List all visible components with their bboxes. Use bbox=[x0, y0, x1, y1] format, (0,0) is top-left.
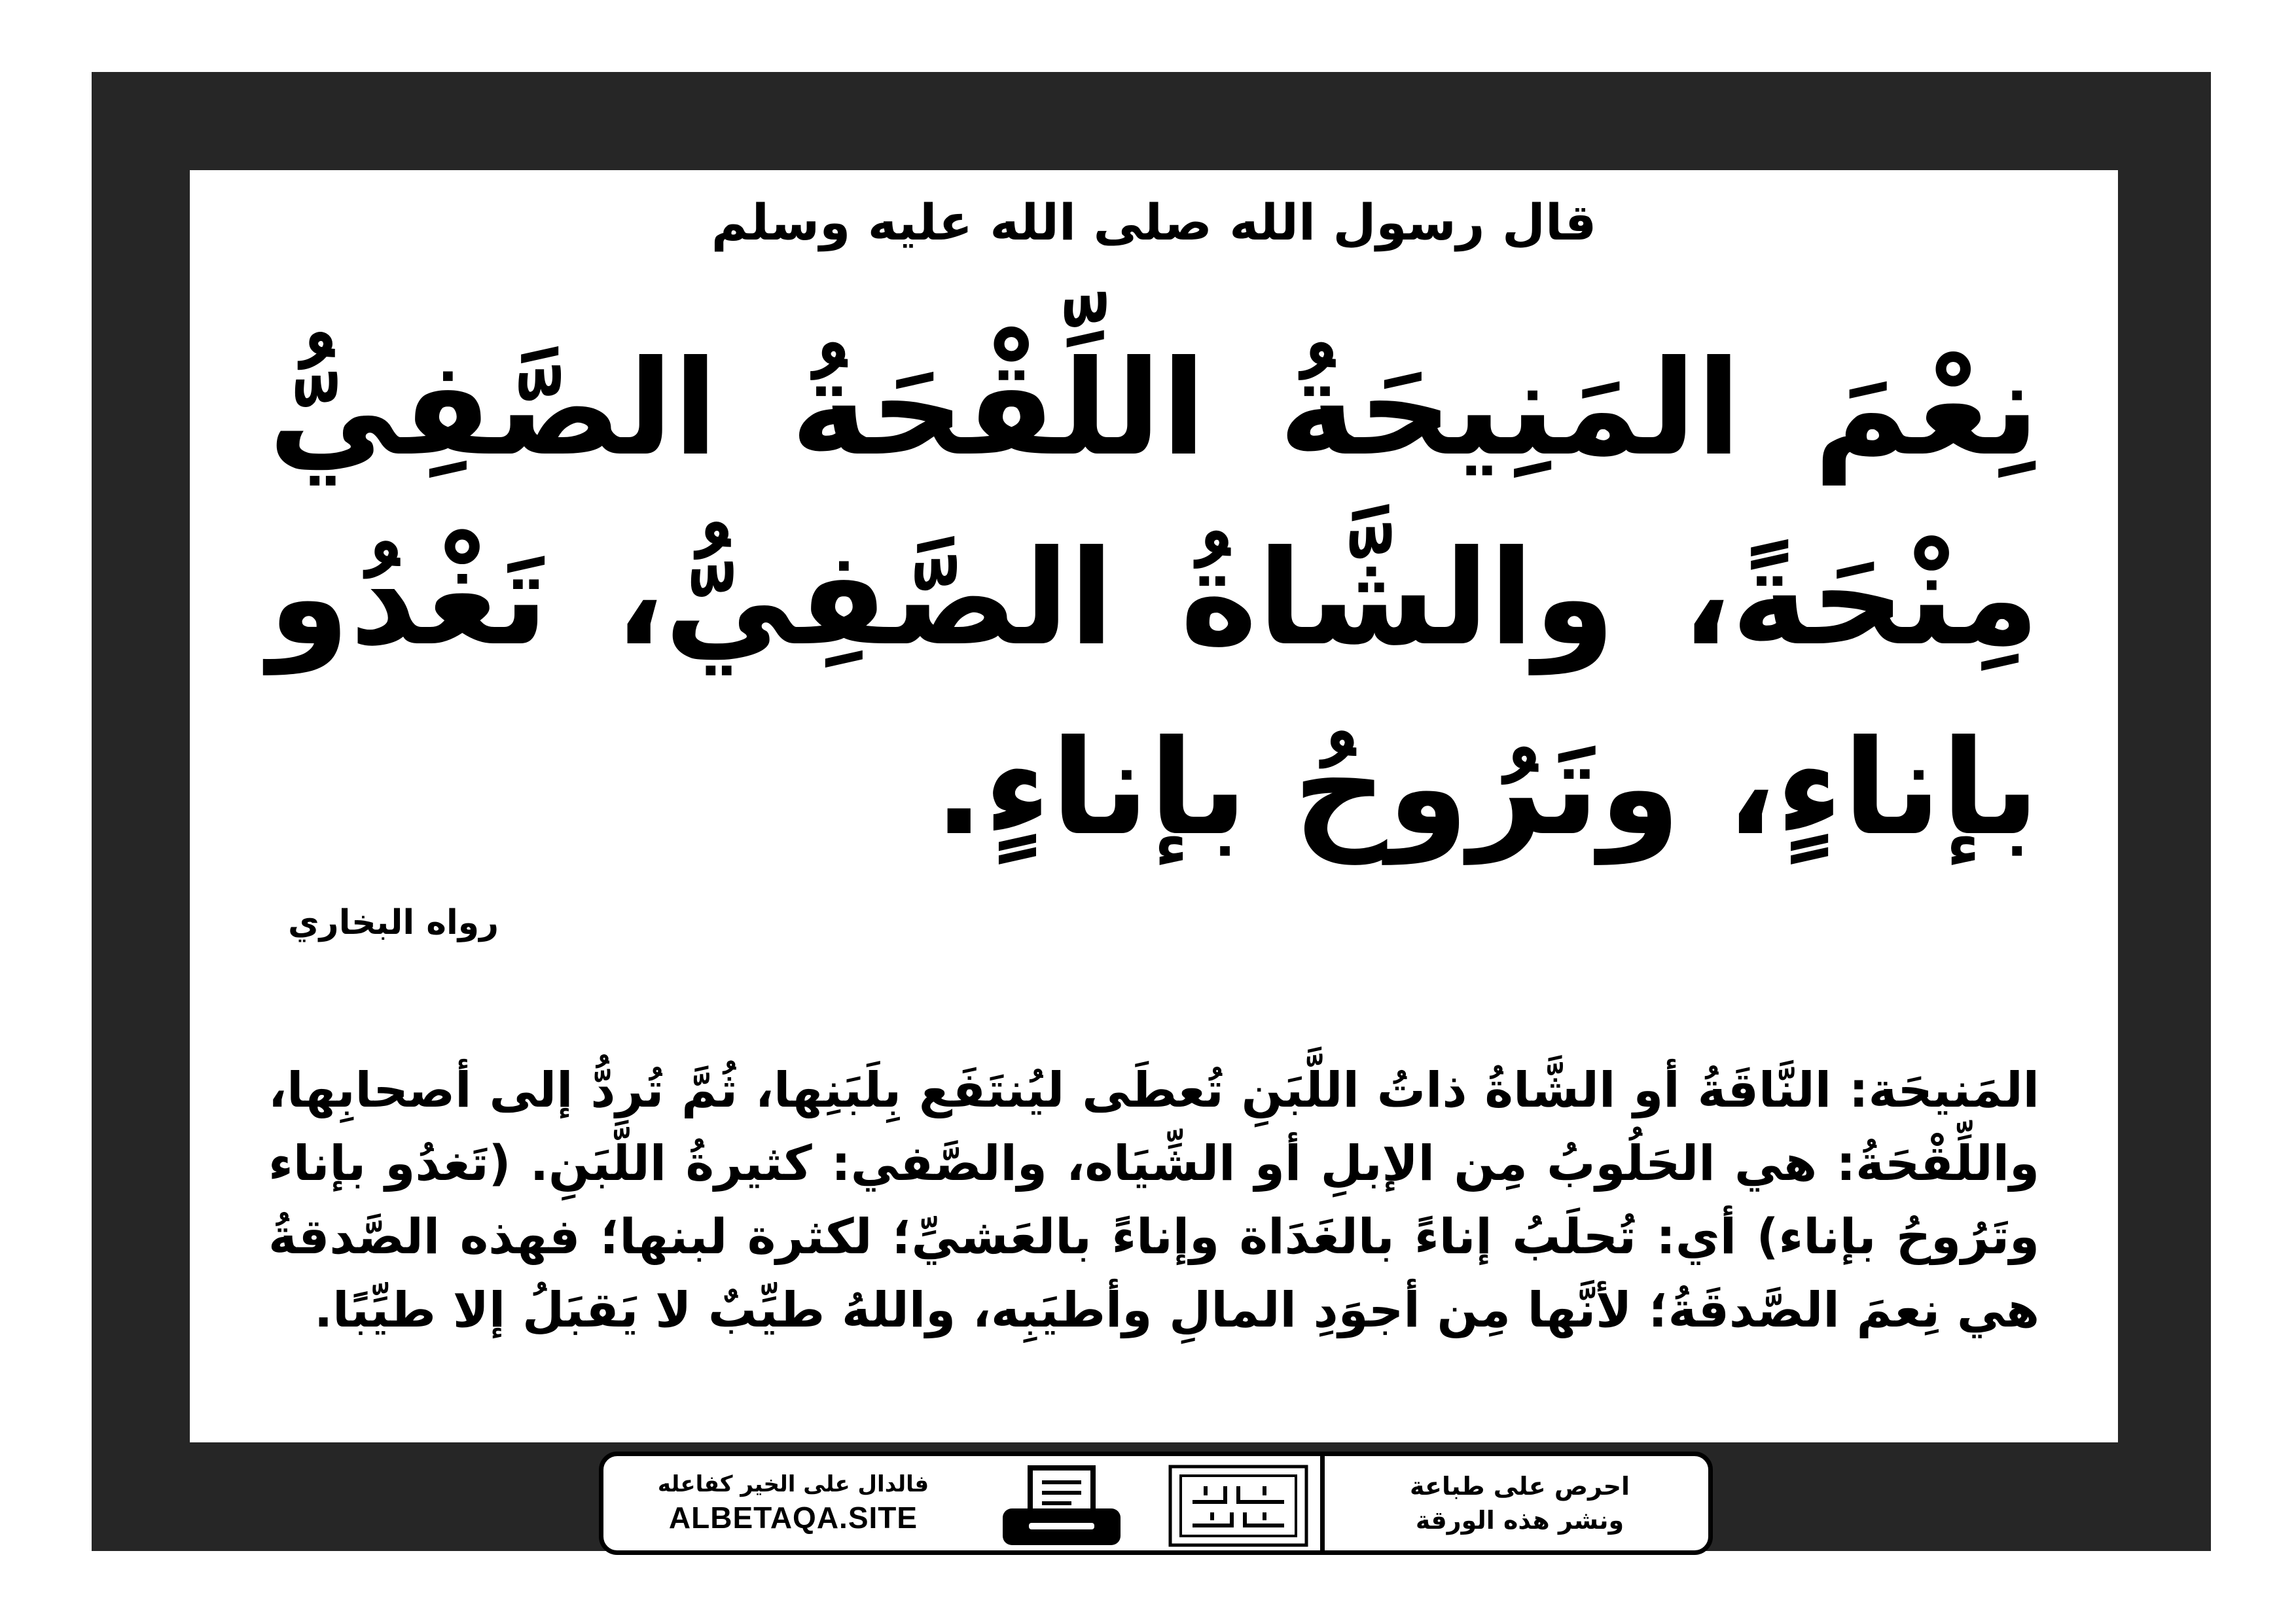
printer-icon bbox=[996, 1463, 1127, 1549]
call-line-2: ونشر هذه الورقة bbox=[1415, 1506, 1624, 1535]
footer-bar bbox=[599, 1452, 1713, 1555]
hadith-text: نِعْمَ المَنِيحَةُ اللِّقْحَةُ الصَّفِيُّ مِنْحَةً، والشَّاةُ الصَّفِيُّ، تَغْدُو بإناءٍ، وتَرُوحُ بإناءٍ. bbox=[268, 332, 2039, 865]
footer-right bbox=[1330, 1460, 1710, 1546]
site-url[interactable]: ALBETAQA.SITE bbox=[668, 1501, 918, 1535]
logo-icon bbox=[1166, 1463, 1310, 1549]
call-line-1: احرص على طباعة bbox=[1409, 1472, 1630, 1501]
footer-tagline: فالدال على الخير كفاعله bbox=[657, 1471, 929, 1497]
explanation-text: المَنيحَة: النَّاقَةُ أو الشَّاةُ ذاتُ اللَّبَنِ تُعطَى ليُنتَفَع بِلَبَنِها، ثُمَّ تُردُّ إلى أصحابِها، واللِّقْحَةُ: هي الحَلُوبُ مِن الإبلِ أو الشِّيَاه، والصَّفي: كثيرةُ اللَّبَنِ. (تَغدُو بإناء وتَرُوحُ بإناء) أي: تُحلَبُ إناءً بالغَدَاة وإناءً بالعَشيِّ؛ لكثرة لبنها؛ فهذه الصَّدقةُ هي نِعمَ الصَّدقَةُ؛ لأنَّها مِن أجوَدِ المالِ وأطيَبِه، واللهُ طيِّبٌ لا يَقبَلُ إلا طيِّبًا. bbox=[268, 1062, 2039, 1338]
source-attribution: رواه البخاري bbox=[288, 903, 499, 942]
footer-left bbox=[610, 1460, 977, 1546]
footer-divider bbox=[1320, 1456, 1325, 1550]
content-panel bbox=[190, 170, 2118, 1442]
intro-line: قال رسول الله صلى الله عليه وسلم bbox=[711, 193, 1597, 251]
